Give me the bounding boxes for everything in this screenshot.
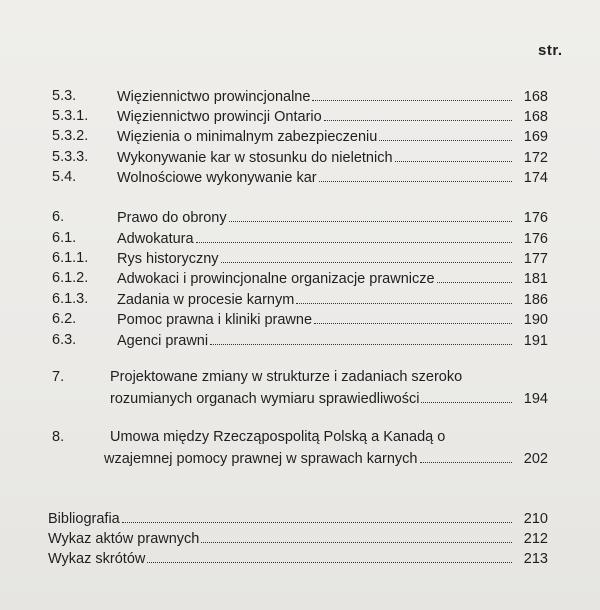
section-number: 8. (52, 429, 65, 445)
section-number: 6.1. (52, 230, 77, 246)
section-title: Więziennictwo prowincjonalne (117, 89, 311, 105)
section-number: 5.4. (52, 169, 77, 185)
page-column-label: str. (538, 42, 563, 59)
toc-entry-appendix (0, 548, 600, 568)
toc-entry (0, 207, 600, 227)
toc-entry (0, 167, 600, 187)
appendix-title: Wykaz skrótów (48, 551, 146, 567)
page-number: 202 (523, 451, 548, 467)
toc-entry (0, 248, 600, 268)
section-number: 5.3. (52, 88, 77, 104)
page-number: 186 (523, 292, 548, 308)
dot-leader (221, 248, 512, 263)
page-number: 177 (523, 251, 548, 267)
toc-entry-multiline-first (0, 367, 600, 387)
section-number: 6.3. (52, 332, 77, 348)
section-number: 7. (52, 369, 65, 385)
page-number: 169 (523, 129, 548, 145)
section-title: Prawo do obrony (117, 210, 227, 226)
appendix-title: Bibliografia (48, 511, 120, 527)
dot-leader (324, 106, 512, 121)
toc-entry-multiline-second (0, 448, 600, 468)
toc-entry-multiline-first (0, 427, 600, 447)
page-number: 212 (523, 531, 548, 547)
section-number: 6.1.2. (52, 270, 89, 286)
dot-leader (122, 508, 512, 523)
appendix-title: Wykaz aktów prawnych (48, 531, 200, 547)
page-number: 190 (523, 312, 548, 328)
page-number: 213 (523, 551, 548, 567)
section-number: 6.1.3. (52, 291, 89, 307)
page-number: 210 (523, 511, 548, 527)
section-title: Zadania w procesie karnym (117, 292, 295, 308)
section-title: Więzienia o minimalnym zabezpieczeniu (117, 129, 378, 145)
section-title: Adwokatura (117, 231, 194, 247)
section-title: Wykonywanie kar w stosunku do nieletnich (117, 150, 393, 166)
dot-leader (201, 528, 512, 543)
toc-entry (0, 330, 600, 350)
page-number: 174 (523, 170, 548, 186)
section-number: 6.1.1. (52, 250, 89, 266)
dot-leader (437, 268, 512, 283)
toc-entry (0, 106, 600, 126)
section-number: 5.3.1. (52, 108, 89, 124)
page-number: 168 (523, 109, 548, 125)
section-title-line1: Projektowane zmiany w strukturze i zadaniach szeroko (110, 369, 463, 385)
dot-leader (379, 126, 512, 141)
section-title-line1: Umowa między Rzecząpospolitą Polską a Kanadą o (110, 429, 446, 445)
toc-entry-multiline-second (0, 388, 600, 408)
page-number: 191 (523, 333, 548, 349)
page-number: 168 (523, 89, 548, 105)
page-number: 176 (523, 231, 548, 247)
section-title: Wolnościowe wykonywanie kar (117, 170, 317, 186)
toc-entry (0, 309, 600, 329)
dot-leader (319, 167, 512, 182)
section-title: Rys historyczny (117, 251, 219, 267)
dot-leader (420, 448, 513, 463)
dot-leader (314, 309, 512, 324)
section-title: Agenci prawni (117, 333, 209, 349)
section-title: Pomoc prawna i kliniki prawne (117, 312, 313, 328)
toc-entry (0, 86, 600, 106)
dot-leader (210, 330, 512, 345)
dot-leader (196, 228, 512, 243)
toc-entry-appendix (0, 528, 600, 548)
dot-leader (296, 289, 512, 304)
dot-leader (395, 147, 512, 162)
section-number: 5.3.3. (52, 149, 89, 165)
page-number: 176 (523, 210, 548, 226)
section-title: Adwokaci i prowincjonalne organizacje prawnicze (117, 271, 435, 287)
dot-leader (421, 388, 512, 403)
page-number: 181 (523, 271, 548, 287)
toc-entry (0, 289, 600, 309)
toc-entry (0, 147, 600, 167)
section-title: Więziennictwo prowincji Ontario (117, 109, 322, 125)
section-number: 5.3.2. (52, 128, 89, 144)
dot-leader (147, 548, 512, 563)
page-number: 194 (523, 391, 548, 407)
toc-entry (0, 126, 600, 146)
section-title-line2: wzajemnej pomocy prawnej w sprawach karnych (104, 451, 418, 467)
toc-entry (0, 228, 600, 248)
page-number: 172 (523, 150, 548, 166)
section-number: 6.2. (52, 311, 77, 327)
dot-leader (312, 86, 512, 101)
section-number: 6. (52, 209, 65, 225)
toc-entry-appendix (0, 508, 600, 528)
dot-leader (229, 207, 512, 222)
section-title-line2: rozumianych organach wymiaru sprawiedliwości (110, 391, 420, 407)
toc-entry (0, 268, 600, 288)
